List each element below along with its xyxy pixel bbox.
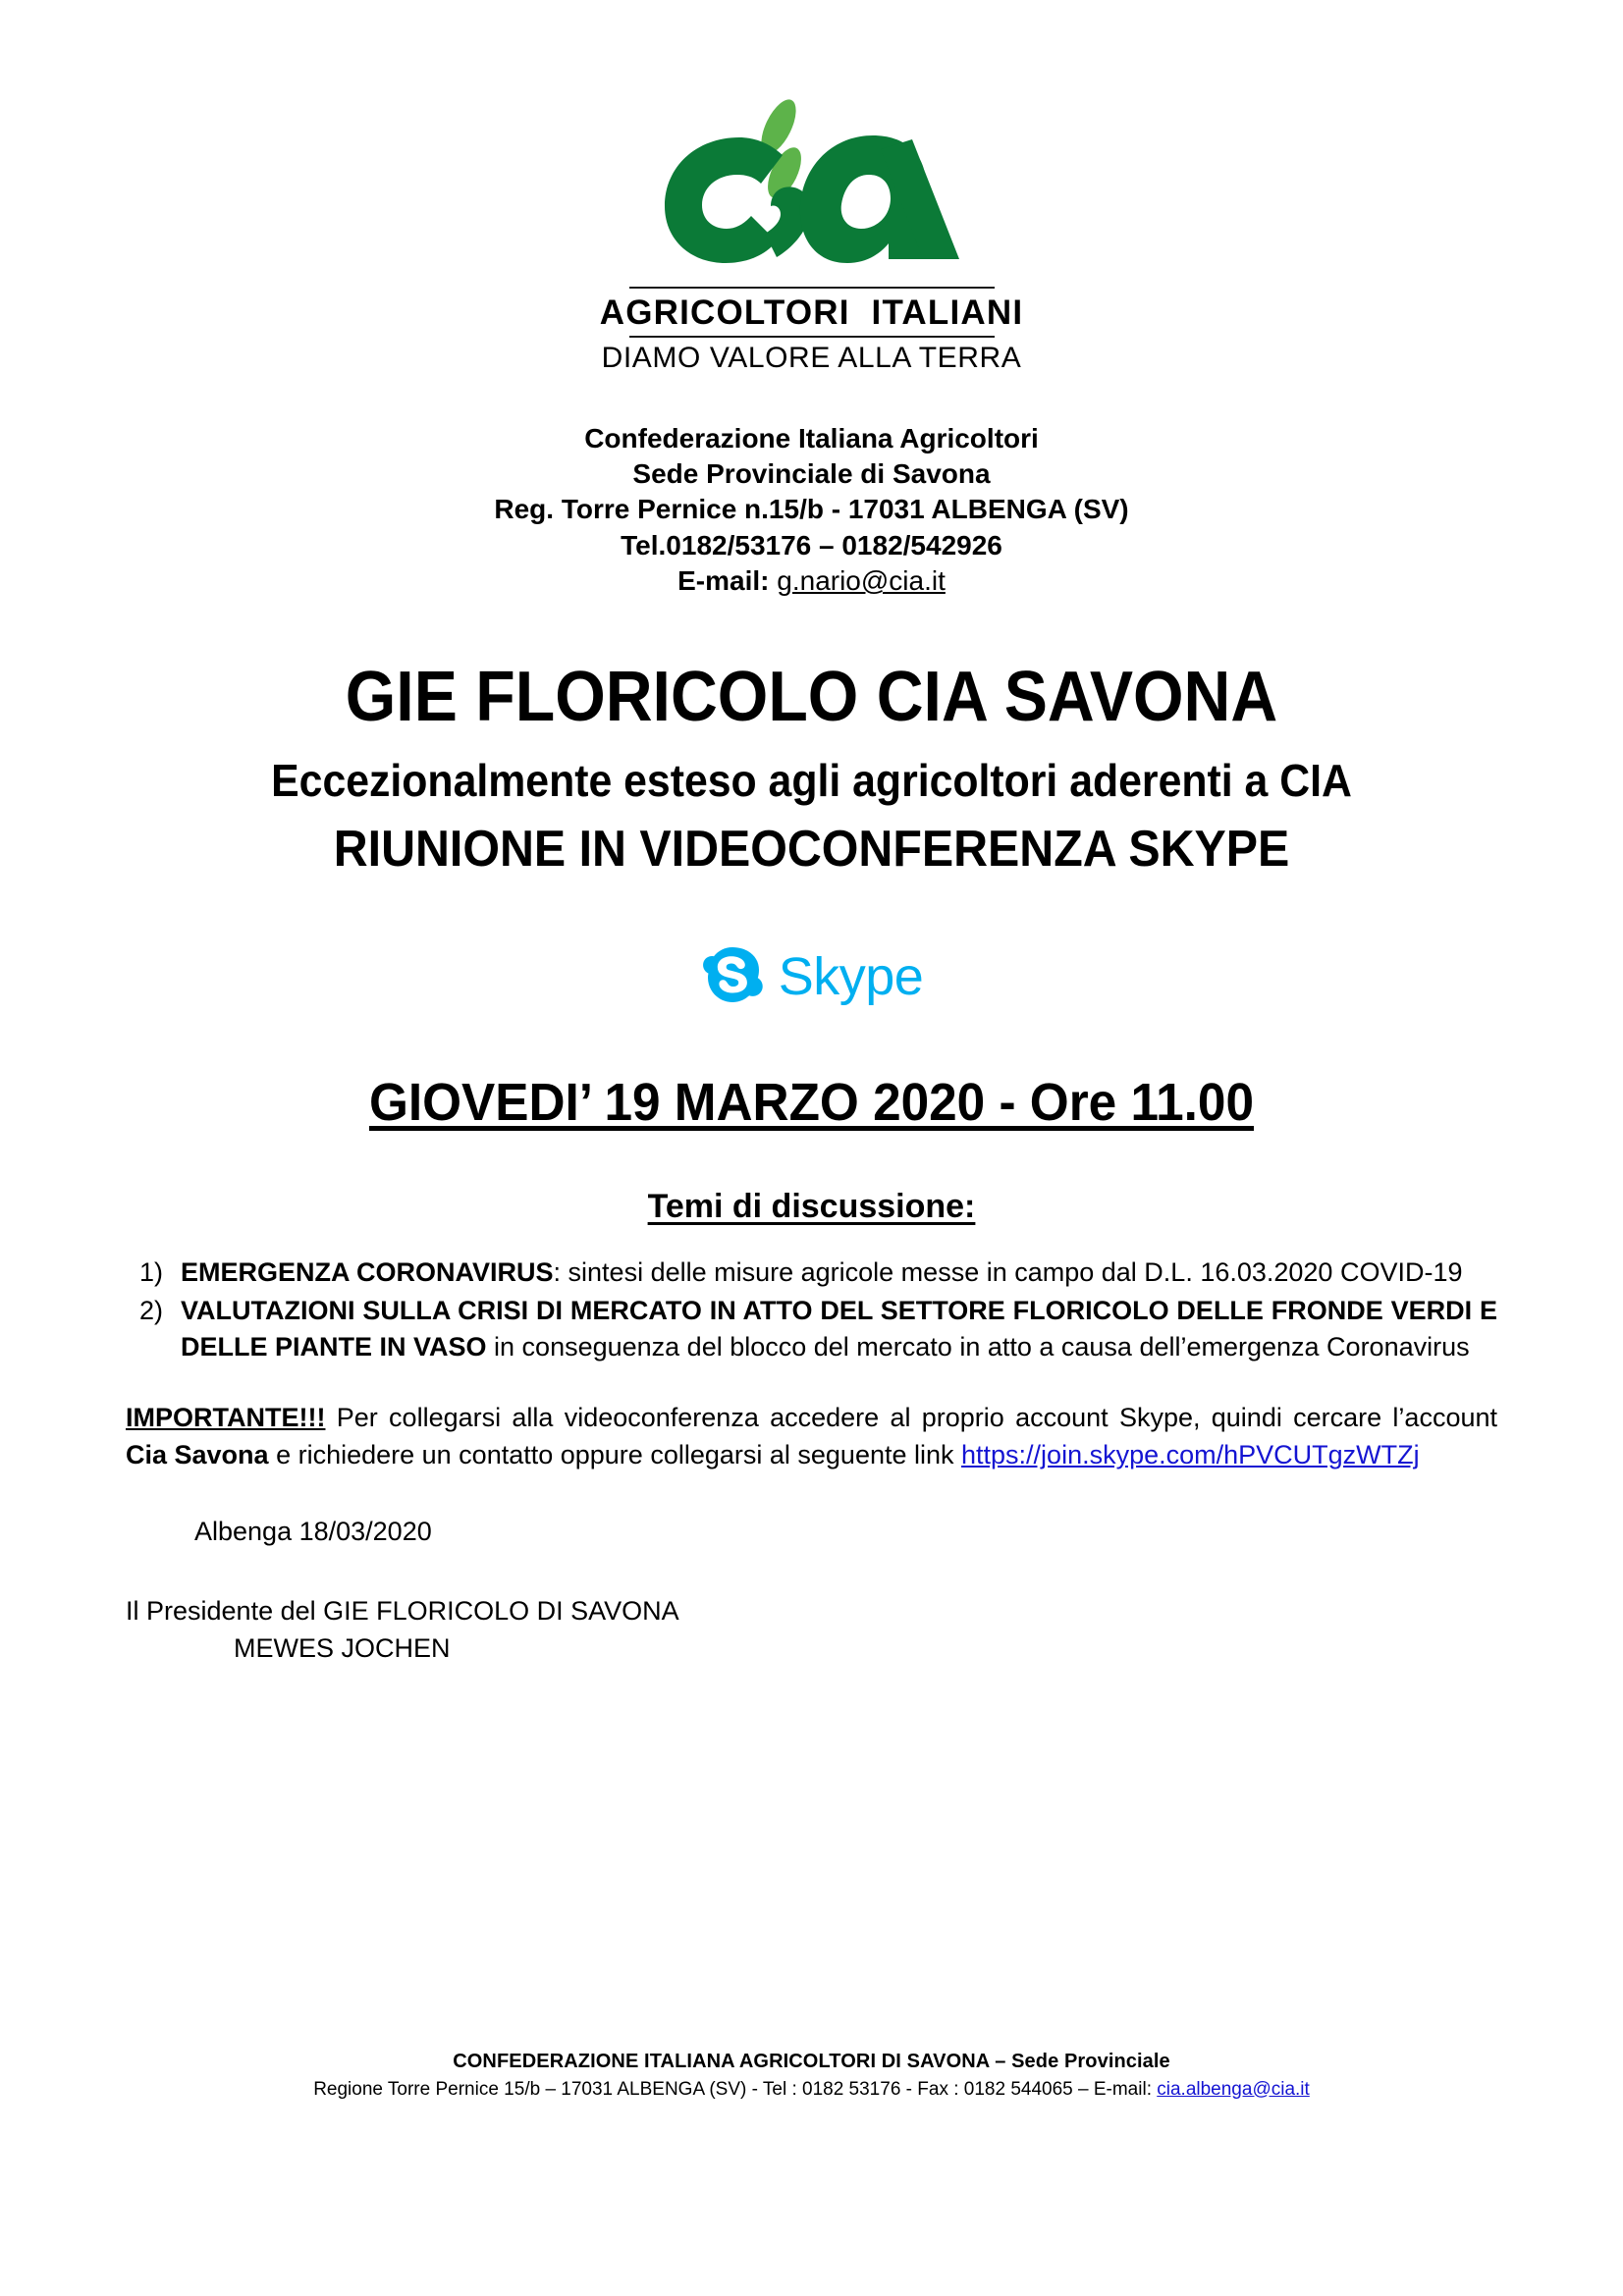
org-email-value[interactable]: g.nario@cia.it <box>777 565 946 597</box>
topic-text <box>181 1293 1497 1364</box>
skype-branding <box>126 936 1497 1017</box>
footer-email-link[interactable]: cia.albenga@cia.it <box>1157 2078 1310 2100</box>
skype-account-name: Cia Savona <box>126 1440 269 1470</box>
organization-header <box>126 421 1497 600</box>
place-and-date: Albenga 18/03/2020 <box>194 1516 432 1546</box>
logo-wordmark-primary: AGRICOLTORI ITALIANI <box>599 294 1024 332</box>
org-address: Reg. Torre Pernice n.15/b - 17031 ALBENGA (SV) <box>494 494 1129 525</box>
topics-list <box>126 1255 1497 1364</box>
subtitle-meeting-type: RIUNIONE IN VIDEOCONFERENZA SKYPE <box>333 820 1290 878</box>
important-text-2: e richiedere un contatto oppure collegarsi al seguente link <box>268 1440 962 1470</box>
topic-number: 2) <box>138 1295 163 1325</box>
logo-rule-bottom <box>629 336 995 338</box>
cia-logo-mark-icon <box>645 90 979 287</box>
important-label: IMPORTANTE!!! <box>126 1403 326 1433</box>
topic-title: EMERGENZA CORONAVIRUS <box>181 1257 554 1288</box>
signature-block <box>126 1592 1497 1668</box>
subtitle-extension: Eccezionalmente esteso agli agricoltori aderenti a CIA <box>271 755 1352 807</box>
org-email-row <box>126 563 1497 599</box>
topic-title: VALUTAZIONI SULLA CRISI DI MERCATO IN ATTO DEL SETTORE FLORICOLO DELLE FRONDE VERDI E DELLE PIANTE IN VASO <box>181 1295 1497 1362</box>
topic-number: 1) <box>138 1257 163 1288</box>
footer-contact-line <box>126 2076 1497 2105</box>
logo-rule-top <box>629 287 995 289</box>
signatory-role: Il Presidente del GIE FLORICOLO DI SAVONA <box>126 1595 679 1626</box>
topic-body: in conseguenza del blocco del mercato in atto a causa dell’emergenza Coronavirus <box>486 1331 1470 1362</box>
footer-org-line: CONFEDERAZIONE ITALIANA AGRICOLTORI DI SAVONA – Sede Provinciale <box>453 2050 1170 2072</box>
org-name: Confederazione Italiana Agricoltori <box>584 422 1039 454</box>
skype-badge <box>694 936 930 1017</box>
signatory-name: MEWES JOCHEN <box>234 1633 451 1664</box>
page-footer <box>126 2048 1497 2105</box>
topic-item <box>126 1255 1497 1291</box>
skype-join-link[interactable]: https://join.skype.com/hPVCUTgzWTZj <box>961 1440 1420 1470</box>
skype-wordmark: Skype <box>778 947 924 1007</box>
page-title: GIE FLORICOLO CIA SAVONA <box>345 657 1278 736</box>
important-text-1: Per collegarsi alla videoconferenza accedere al proprio account Skype, quindi cercare l’account <box>325 1403 1497 1433</box>
topic-text <box>181 1255 1497 1291</box>
org-email-label: E-mail: <box>677 565 770 597</box>
org-branch: Sede Provinciale di Savona <box>632 458 991 490</box>
topic-body: : sintesi delle misure agricole messe in campo dal D.L. 16.03.2020 COVID-19 <box>553 1257 1463 1288</box>
skype-icon <box>700 944 765 1009</box>
important-notice <box>126 1400 1497 1474</box>
footer-contact-text: Regione Torre Pernice 15/b – 17031 ALBENGA (SV) - Tel : 0182 53176 - Fax : 0182 544065 – E-mail: <box>313 2078 1158 2100</box>
org-phone: Tel.0182/53176 – 0182/542926 <box>621 529 1002 561</box>
cia-logo <box>126 0 1497 376</box>
topic-item <box>126 1293 1497 1364</box>
topics-heading: Temi di discussione: <box>647 1188 976 1226</box>
logo-tagline: DIAMO VALORE ALLA TERRA <box>601 342 1022 375</box>
meeting-date-time: GIOVEDI’ 19 MARZO 2020 - Ore 11.00 <box>368 1073 1255 1133</box>
